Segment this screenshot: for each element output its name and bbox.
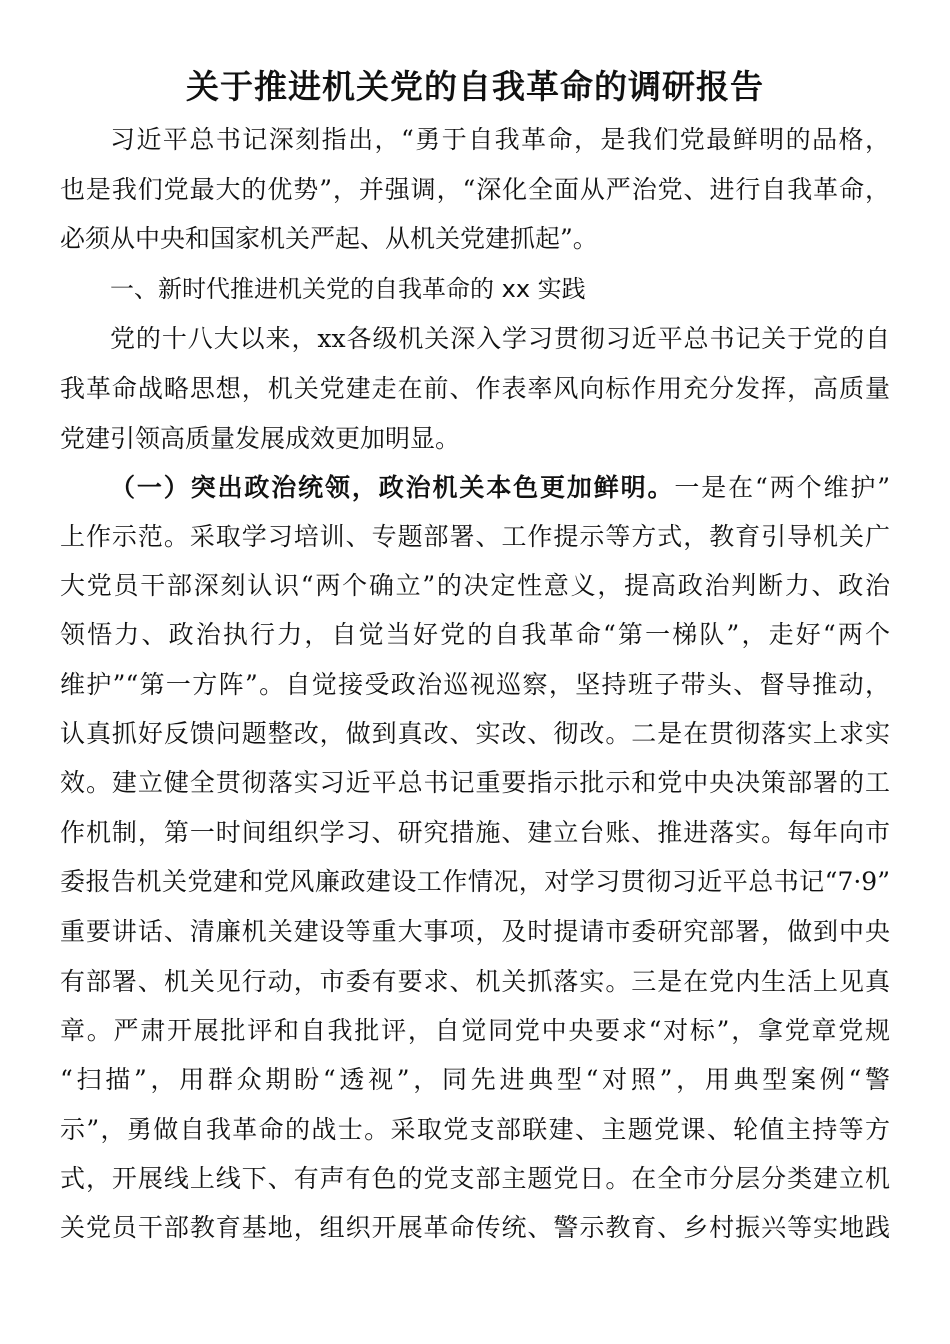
intro-line-1: 习近平总书记深刻指出，“勇于自我革命，是我们党最鲜明的品格，: [110, 125, 890, 154]
para3-line-12: “扫描”，用群众期盼“透视”，同先进典型“对照”，用典型案例“警: [60, 1065, 890, 1094]
subsection-heading: （一）突出政治统领，政治机关本色更加鲜明。: [110, 473, 675, 502]
para3-line-4: 维护”“第一方阵”。自觉接受政治巡视巡察，坚持班子带头、督导推动，: [60, 670, 890, 699]
section-heading: 一、新时代推进机关党的自我革命的 xx 实践: [110, 275, 586, 303]
para2-line-2: 我革命战略思想，机关党建走在前、作表率风向标作用充分发挥，高质量: [60, 374, 890, 403]
para3-line-10: 有部署、机关见行动，市委有要求、机关抓落实。三是在党内生活上见真: [60, 967, 890, 996]
para2-line-1: 党的十八大以来，xx各级机关深入学习贯彻习近平总书记关于党的自: [110, 324, 890, 353]
para3-line-7: 作机制，第一时间组织学习、研究措施、建立台账、推进落实。每年向市: [60, 818, 890, 847]
para2-line-3: 党建引领高质量发展成效更加明显。: [60, 424, 461, 453]
intro-line-3: 必须从中央和国家机关严起、从机关党建抓起”。: [60, 224, 598, 253]
para3-line-1: 上作示范。采取学习培训、专题部署、工作提示等方式，教育引导机关广: [60, 522, 890, 551]
para3-line-8: 委报告机关党建和党风廉政建设工作情况，对学习贯彻习近平总书记“7·9”: [60, 867, 890, 896]
para3-line-3: 领悟力、政治执行力，自觉当好党的自我革命“第一梯队”，走好“两个: [60, 620, 890, 649]
para3-line-11: 章。严肃开展批评和自我批评，自觉同党中央要求“对标”，拿党章党规: [60, 1016, 890, 1045]
para3-line-2: 大党员干部深刻认识“两个确立”的决定性意义，提高政治判断力、政治: [60, 571, 890, 600]
para3-line-13: 示”，勇做自我革命的战士。采取党支部联建、主题党课、轮值主持等方: [60, 1115, 890, 1144]
para3-line-14: 式，开展线上线下、有声有色的党支部主题党日。在全市分层分类建立机: [60, 1164, 890, 1193]
para3-line-6: 效。建立健全贯彻落实习近平总书记重要指示批示和党中央决策部署的工: [60, 768, 890, 797]
subsection-first-line: [110, 463, 890, 513]
para3-line-5: 认真抓好反馈问题整改，做到真改、实改、彻改。二是在贯彻落实上求实: [60, 719, 890, 748]
para3-line-15: 关党员干部教育基地，组织开展革命传统、警示教育、乡村振兴等实地践: [60, 1213, 890, 1242]
document-title: 关于推进机关党的自我革命的调研报告: [186, 67, 764, 106]
subsection-first-line-rest: 一是在“两个维护”: [674, 473, 890, 502]
intro-line-2: 也是我们党最大的优势”，并强调，“深化全面从严治党、进行自我革命，: [60, 175, 890, 204]
para3-line-9: 重要讲话、清廉机关建设等重大事项，及时提请市委研究部署，做到中央: [60, 917, 890, 946]
